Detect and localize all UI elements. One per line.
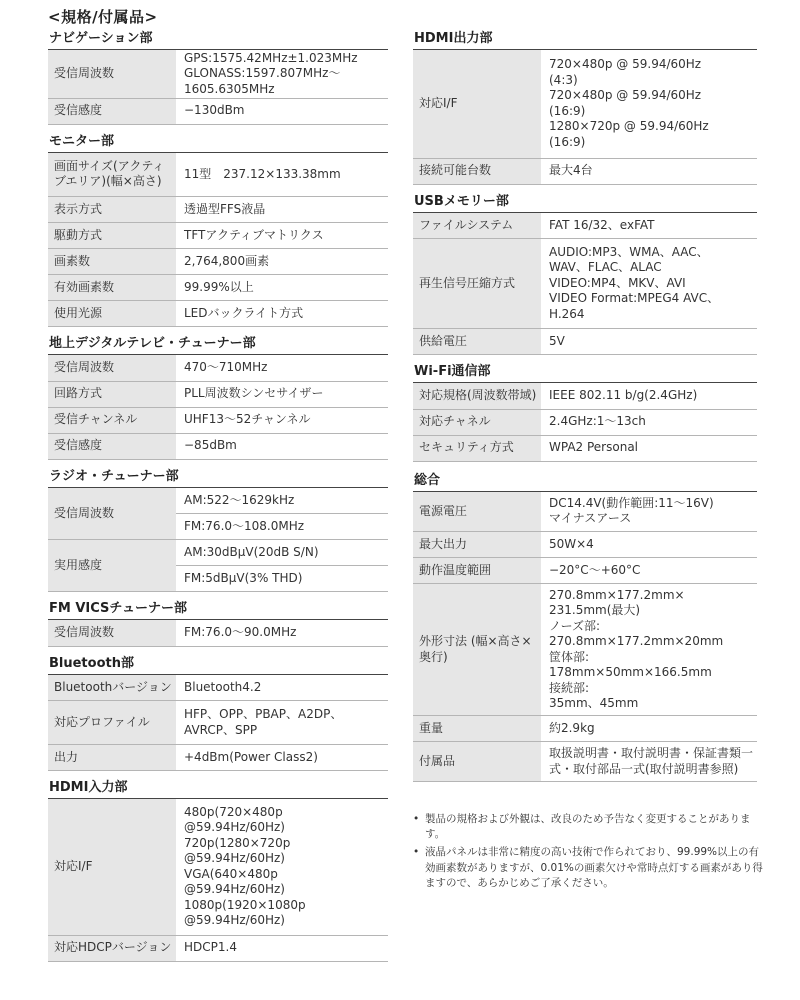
spec-section bbox=[413, 472, 757, 783]
table-row bbox=[48, 197, 388, 223]
value-line: 270.8mm×177.2mm×20mm bbox=[548, 634, 724, 648]
table-row bbox=[413, 158, 757, 184]
value-line: 取扱説明書・取付説明書・保証書類一 bbox=[548, 746, 753, 760]
table-row bbox=[48, 433, 388, 459]
value-line: 式・取付部品一式(取付説明書参照) bbox=[548, 761, 739, 776]
spec-value bbox=[176, 514, 388, 540]
value-line: @59.94Hz/60Hz) bbox=[184, 851, 285, 866]
table-row bbox=[48, 153, 388, 197]
value-line: PLL周波数シンセサイザー bbox=[184, 386, 324, 401]
value-line: 1605.6305MHz bbox=[184, 81, 275, 96]
value-line: @59.94Hz/60Hz) bbox=[184, 820, 285, 835]
value-line: 接続部: bbox=[548, 680, 590, 695]
value-line: −20°C～+60°C bbox=[548, 562, 641, 577]
spec-value bbox=[176, 675, 388, 701]
value-line: +4dBm(Power Class2) bbox=[184, 749, 318, 764]
note-bullet: • bbox=[413, 846, 420, 859]
spec-label: 実用感度 bbox=[48, 540, 176, 592]
spec-value bbox=[541, 409, 757, 435]
spec-label: 受信周波数 bbox=[48, 488, 176, 540]
spec-label: 供給電圧 bbox=[413, 329, 541, 355]
value-line: (16:9) bbox=[549, 103, 586, 118]
value-line: 35mm、45mm bbox=[548, 696, 639, 710]
spec-table bbox=[413, 492, 757, 783]
spec-value bbox=[176, 223, 388, 249]
value-line: GLONASS:1597.807MHz～ bbox=[184, 66, 341, 80]
table-row bbox=[413, 213, 757, 239]
spec-label: Bluetoothバージョン bbox=[48, 675, 176, 701]
note-text: 液晶パネルは非常に精度の高い技術で作られており、99.99%以上の有効画素数がありますが、0.01%の画素欠けや常時点灯する画素があり得ますので、あらかじめご了承ください。 bbox=[425, 846, 763, 889]
table-row bbox=[48, 407, 388, 433]
spec-value bbox=[176, 275, 388, 301]
value-line: AUDIO:MP3、WMA、AAC、 bbox=[549, 244, 709, 259]
spec-table bbox=[48, 799, 388, 962]
spec-value bbox=[176, 799, 388, 935]
value-line: −85dBm bbox=[184, 438, 237, 453]
spec-label: 対応HDCPバージョン bbox=[48, 935, 176, 961]
value-line: 231.5mm(最大) bbox=[548, 603, 641, 617]
spec-value bbox=[176, 381, 388, 407]
value-line: 270.8mm×177.2mm× bbox=[548, 587, 685, 602]
spec-section bbox=[48, 30, 388, 125]
spec-section bbox=[413, 363, 757, 462]
spec-label: 出力 bbox=[48, 745, 176, 771]
note-text: 製品の規格および外観は、改良のため予告なく変更することがあります。 bbox=[425, 813, 751, 841]
spec-label: 受信周波数 bbox=[48, 355, 176, 381]
table-row bbox=[48, 381, 388, 407]
spec-value bbox=[176, 488, 388, 514]
value-line: 720×480p @ 59.94/60Hz bbox=[549, 57, 702, 72]
table-row bbox=[48, 301, 388, 327]
spec-value bbox=[176, 50, 388, 98]
spec-table bbox=[48, 50, 388, 125]
spec-section bbox=[413, 30, 757, 185]
value-line: WAV、FLAC、ALAC bbox=[549, 260, 662, 275]
spec-table bbox=[48, 620, 388, 647]
spec-value bbox=[176, 98, 388, 124]
table-row bbox=[413, 558, 757, 584]
value-line: AM:30dBμV(20dB S/N) bbox=[184, 544, 319, 559]
value-line: FAT 16/32、exFAT bbox=[549, 217, 655, 232]
section-title: HDMI出力部 bbox=[413, 30, 757, 50]
table-row bbox=[48, 223, 388, 249]
spec-table bbox=[413, 383, 757, 462]
spec-value bbox=[541, 584, 757, 716]
section-title: ラジオ・チューナー部 bbox=[48, 468, 388, 488]
table-row bbox=[48, 540, 388, 566]
value-line: (16:9) bbox=[549, 134, 586, 149]
spec-value bbox=[541, 716, 757, 742]
spec-label: 再生信号圧縮方式 bbox=[413, 239, 541, 329]
spec-value bbox=[541, 383, 757, 409]
value-line: DC14.4V(動作範囲:11～16V) bbox=[548, 495, 714, 510]
table-row bbox=[413, 716, 757, 742]
spec-value bbox=[176, 197, 388, 223]
spec-section bbox=[48, 655, 388, 772]
value-line: 最大4台 bbox=[549, 163, 593, 178]
spec-value bbox=[541, 50, 757, 158]
spec-label: 受信周波数 bbox=[48, 50, 176, 98]
value-line: VIDEO:MP4、MKV、AVI bbox=[549, 275, 686, 290]
spec-table bbox=[48, 355, 388, 460]
table-row bbox=[413, 742, 757, 782]
note-item bbox=[413, 812, 763, 842]
spec-label: 有効画素数 bbox=[48, 275, 176, 301]
spec-value bbox=[176, 355, 388, 381]
spec-label: 付属品 bbox=[413, 742, 541, 782]
spec-label: 画素数 bbox=[48, 249, 176, 275]
value-line: Bluetooth4.2 bbox=[184, 679, 262, 694]
value-line: IEEE 802.11 b/g(2.4GHz) bbox=[549, 388, 698, 402]
spec-value bbox=[541, 239, 757, 329]
value-line: 50W×4 bbox=[548, 536, 594, 551]
value-line: 透過型FFS液晶 bbox=[184, 201, 266, 216]
section-title: ナビゲーション部 bbox=[48, 30, 388, 50]
note-bullet: • bbox=[413, 813, 420, 825]
spec-value bbox=[541, 742, 757, 782]
value-line: GPS:1575.42MHz±1.023MHz bbox=[184, 50, 358, 65]
value-line: ノーズ部: bbox=[548, 618, 601, 633]
section-title: FM VICSチューナー部 bbox=[48, 600, 388, 620]
spec-label: 対応規格(周波数帯域) bbox=[413, 383, 541, 409]
left-column bbox=[48, 26, 388, 962]
value-line: 11型 237.12×133.38mm bbox=[184, 166, 341, 181]
spec-label: 画面サイズ(アクティブエリア)(幅×高さ) bbox=[48, 153, 176, 197]
table-row bbox=[413, 383, 757, 409]
spec-label: 受信感度 bbox=[48, 433, 176, 459]
value-line: 720p(1280×720p bbox=[184, 835, 291, 850]
section-title: Bluetooth部 bbox=[48, 655, 388, 675]
spec-table bbox=[48, 488, 388, 593]
table-row bbox=[413, 329, 757, 355]
spec-table bbox=[48, 153, 388, 328]
value-line: VIDEO Format:MPEG4 AVC、 bbox=[549, 291, 720, 306]
spec-table bbox=[413, 213, 757, 356]
value-line: UHF13～52チャンネル bbox=[184, 412, 311, 427]
value-line: 5V bbox=[549, 333, 565, 348]
spec-table bbox=[413, 50, 757, 185]
value-line: FM:76.0～90.0MHz bbox=[184, 625, 297, 639]
note-item bbox=[413, 845, 763, 891]
value-line: @59.94Hz/60Hz) bbox=[184, 882, 285, 897]
section-title: 地上デジタルテレビ・チューナー部 bbox=[48, 335, 388, 355]
value-line: TFTアクティブマトリクス bbox=[184, 227, 324, 242]
spec-section bbox=[413, 193, 757, 356]
value-line: 2.4GHz:1～13ch bbox=[549, 414, 646, 429]
section-title: 総合 bbox=[413, 472, 757, 492]
table-row bbox=[48, 50, 388, 98]
spec-value bbox=[176, 620, 388, 646]
value-line: FM:5dBμV(3% THD) bbox=[184, 570, 303, 585]
table-row bbox=[413, 584, 757, 716]
value-line: HDCP1.4 bbox=[184, 940, 237, 955]
spec-label: 最大出力 bbox=[413, 532, 541, 558]
spec-section bbox=[48, 779, 388, 962]
table-row bbox=[413, 239, 757, 329]
spec-label: 重量 bbox=[413, 716, 541, 742]
spec-value bbox=[541, 558, 757, 584]
spec-label: 接続可能台数 bbox=[413, 158, 541, 184]
value-line: 筐体部: bbox=[548, 649, 590, 664]
value-line: HFP、OPP、PBAP、A2DP、 bbox=[184, 707, 343, 721]
value-line: 1280×720p @ 59.94/60Hz bbox=[549, 119, 709, 134]
spec-label: 対応プロファイル bbox=[48, 701, 176, 745]
table-row bbox=[48, 488, 388, 514]
spec-value bbox=[176, 540, 388, 566]
spec-value bbox=[541, 492, 757, 532]
value-line: 178mm×50mm×166.5mm bbox=[548, 665, 712, 679]
spec-value bbox=[176, 407, 388, 433]
value-line: FM:76.0～108.0MHz bbox=[184, 518, 305, 533]
table-row bbox=[48, 675, 388, 701]
table-row bbox=[48, 98, 388, 124]
value-line: 99.99%以上 bbox=[184, 279, 254, 294]
spec-value bbox=[541, 213, 757, 239]
section-title: USBメモリー部 bbox=[413, 193, 757, 213]
section-title: Wi-Fi通信部 bbox=[413, 363, 757, 383]
spec-label: 対応I/F bbox=[48, 799, 176, 935]
table-row bbox=[48, 355, 388, 381]
value-line: WPA2 Personal bbox=[549, 440, 639, 455]
table-row bbox=[413, 532, 757, 558]
table-row bbox=[48, 275, 388, 301]
value-line: マイナスアース bbox=[548, 511, 632, 526]
table-row bbox=[48, 935, 388, 961]
spec-label: 表示方式 bbox=[48, 197, 176, 223]
spec-label: 受信周波数 bbox=[48, 620, 176, 646]
spec-label: 回路方式 bbox=[48, 381, 176, 407]
spec-label: 使用光源 bbox=[48, 301, 176, 327]
table-row bbox=[48, 620, 388, 646]
spec-section bbox=[48, 335, 388, 460]
page-title: <規格/付属品> bbox=[48, 8, 158, 26]
spec-section bbox=[48, 600, 388, 647]
value-line: @59.94Hz/60Hz) bbox=[184, 913, 285, 928]
spec-label: 受信チャンネル bbox=[48, 407, 176, 433]
spec-value bbox=[541, 435, 757, 461]
value-line: 約2.9kg bbox=[548, 720, 595, 735]
table-row bbox=[48, 701, 388, 745]
table-row bbox=[48, 799, 388, 935]
spec-value bbox=[541, 532, 757, 558]
table-row bbox=[48, 745, 388, 771]
value-line: −130dBm bbox=[184, 103, 245, 118]
value-line: 720×480p @ 59.94/60Hz bbox=[549, 88, 702, 103]
spec-value bbox=[176, 701, 388, 745]
section-title: モニター部 bbox=[48, 133, 388, 153]
spec-label: 対応チャネル bbox=[413, 409, 541, 435]
spec-section bbox=[48, 468, 388, 593]
table-row bbox=[413, 492, 757, 532]
value-line: 480p(720×480p bbox=[184, 804, 283, 819]
spec-value bbox=[176, 249, 388, 275]
spec-value bbox=[541, 158, 757, 184]
table-row bbox=[413, 435, 757, 461]
spec-label: 外形寸法 (幅×高さ×奥行) bbox=[413, 584, 541, 716]
spec-value bbox=[541, 329, 757, 355]
spec-table bbox=[48, 675, 388, 772]
table-row bbox=[48, 249, 388, 275]
value-line: 2,764,800画素 bbox=[184, 253, 270, 268]
spec-section bbox=[48, 133, 388, 328]
spec-label: セキュリティ方式 bbox=[413, 435, 541, 461]
value-line: 470～710MHz bbox=[184, 360, 268, 374]
spec-value bbox=[176, 301, 388, 327]
spec-label: ファイルシステム bbox=[413, 213, 541, 239]
right-column bbox=[413, 26, 757, 782]
spec-value bbox=[176, 153, 388, 197]
value-line: VGA(640×480p bbox=[184, 866, 278, 881]
spec-label: 駆動方式 bbox=[48, 223, 176, 249]
spec-label: 対応I/F bbox=[413, 50, 541, 158]
value-line: 1080p(1920×1080p bbox=[184, 897, 306, 912]
table-row bbox=[413, 409, 757, 435]
value-line: (4:3) bbox=[549, 72, 578, 87]
value-line: AVRCP、SPP bbox=[184, 722, 258, 737]
value-line: LEDバックライト方式 bbox=[184, 305, 304, 320]
spec-value bbox=[176, 566, 388, 592]
spec-value bbox=[176, 745, 388, 771]
spec-label: 動作温度範囲 bbox=[413, 558, 541, 584]
spec-value bbox=[176, 935, 388, 961]
section-title: HDMI入力部 bbox=[48, 779, 388, 799]
spec-label: 受信感度 bbox=[48, 98, 176, 124]
value-line: AM:522～1629kHz bbox=[184, 492, 295, 507]
table-row bbox=[413, 50, 757, 158]
value-line: H.264 bbox=[549, 306, 585, 321]
spec-value bbox=[176, 433, 388, 459]
notes bbox=[413, 812, 763, 894]
spec-label: 電源電圧 bbox=[413, 492, 541, 532]
